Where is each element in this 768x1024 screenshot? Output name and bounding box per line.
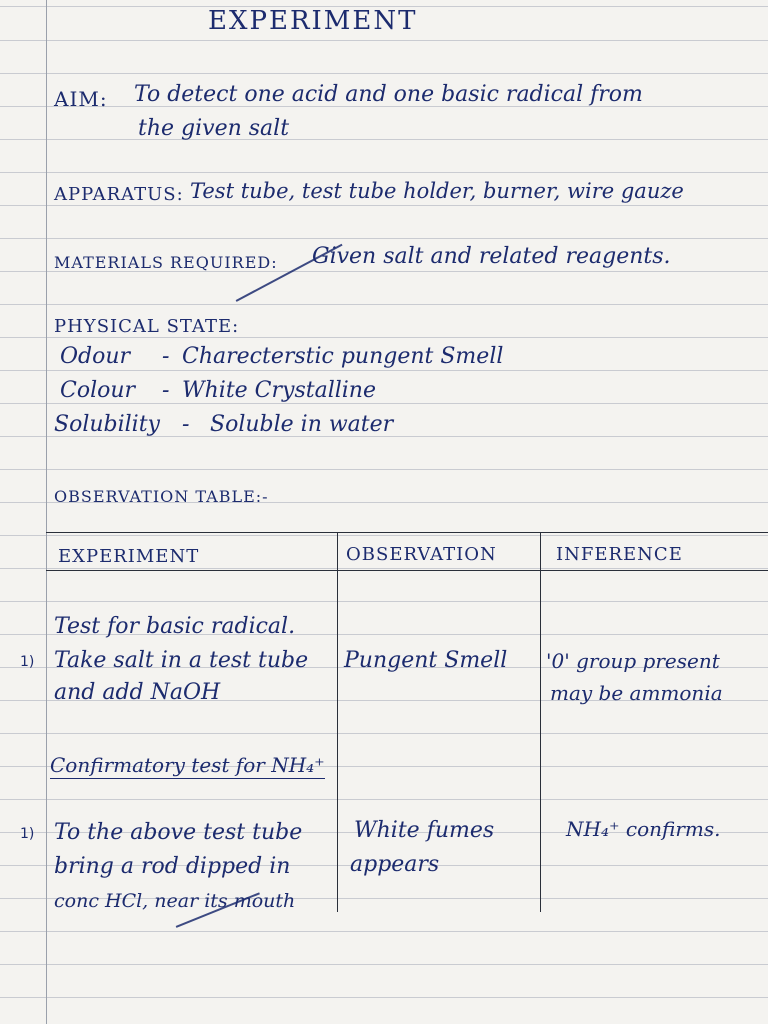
header-bottom-rule xyxy=(46,570,768,571)
apparatus-label: APPARATUS: xyxy=(54,184,184,205)
odour-sep: - xyxy=(162,344,170,369)
section1-exp-line1: Take salt in a test tube xyxy=(54,648,309,673)
aim-text-line1: To detect one acid and one basic radical from xyxy=(134,82,643,107)
colour-value: White Crystalline xyxy=(182,378,376,403)
section1-observation: Pungent Smell xyxy=(344,648,508,673)
odour-value: Charecterstic pungent Smell xyxy=(182,344,504,369)
aim-label: AIM: xyxy=(54,87,108,111)
colour-sep: - xyxy=(162,378,170,403)
column-divider-1 xyxy=(337,532,338,912)
header-observation: OBSERVATION xyxy=(346,544,497,565)
section2-heading: Confirmatory test for NH₄⁺ xyxy=(50,753,325,777)
section2-observation-line2: appears xyxy=(350,852,440,877)
section1-inference-line2: may be ammonia xyxy=(550,681,723,705)
section1-inference-line1: '0' group present xyxy=(546,649,720,673)
column-divider-2 xyxy=(540,532,541,912)
solubility-key: Solubility xyxy=(54,412,160,437)
section1-number: 1) xyxy=(20,654,35,670)
header-inference: INFERENCE xyxy=(556,544,683,565)
solubility-value: Soluble in water xyxy=(210,412,394,437)
apparatus-value: Test tube, test tube holder, burner, wire gauze xyxy=(190,179,684,203)
section1-heading: Test for basic radical. xyxy=(54,614,296,639)
header-experiment: EXPERIMENT xyxy=(58,546,200,567)
colour-key: Colour xyxy=(60,378,136,403)
section2-observation-line1: White fumes xyxy=(354,818,495,843)
section2-exp-line1: To the above test tube xyxy=(54,820,303,845)
materials-value: Given salt and related reagents. xyxy=(312,244,671,269)
section2-inference: NH₄⁺ confirms. xyxy=(566,817,721,841)
margin-line xyxy=(46,0,47,1024)
section2-number: 1) xyxy=(20,826,35,842)
table-top-rule xyxy=(46,532,768,533)
page-title: EXPERIMENT xyxy=(208,6,418,36)
aim-text-line2: the given salt xyxy=(138,116,290,141)
section2-exp-line3: conc HCl, near its mouth xyxy=(54,890,296,912)
materials-label: MATERIALS REQUIRED: xyxy=(54,253,278,272)
solubility-sep: - xyxy=(182,412,190,437)
section2-exp-line2: bring a rod dipped in xyxy=(54,854,291,879)
physical-state-label: PHYSICAL STATE: xyxy=(54,316,240,337)
observation-table-label: OBSERVATION TABLE:- xyxy=(54,487,269,506)
odour-key: Odour xyxy=(60,344,131,369)
section1-exp-line2: and add NaOH xyxy=(54,680,221,705)
